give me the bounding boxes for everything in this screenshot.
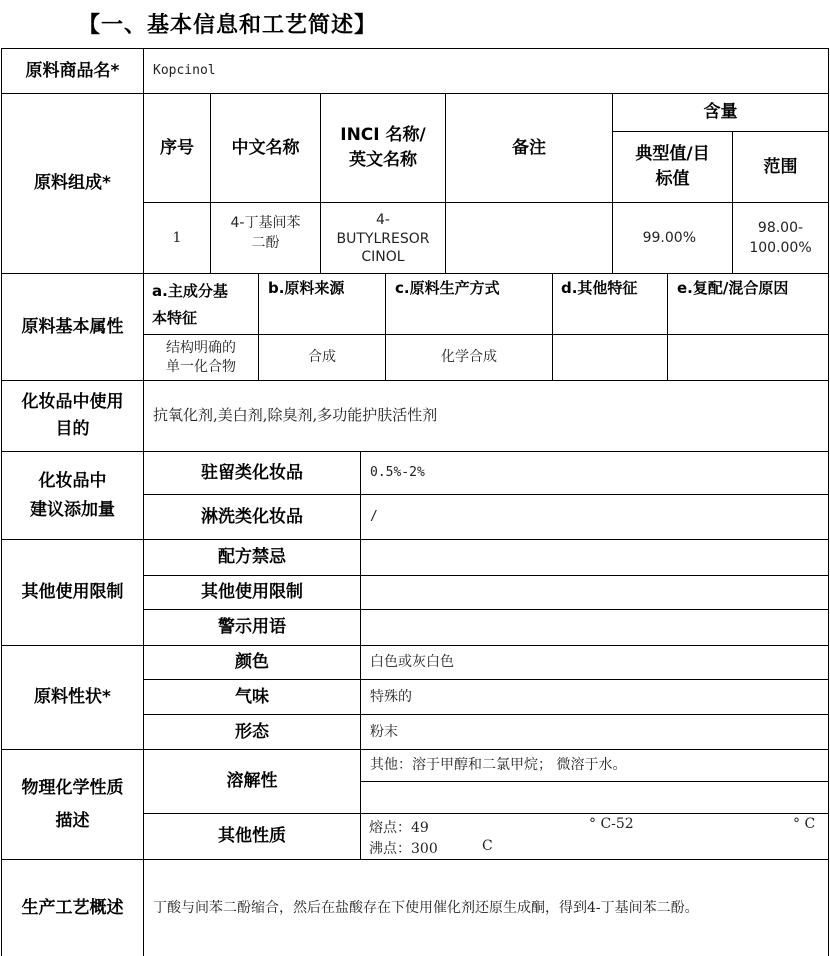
attr-value-b: 合成 <box>308 349 336 366</box>
attr-header-d: d.其他特征 <box>561 279 638 297</box>
attr-header-c: c.原料生产方式 <box>395 279 500 297</box>
attr-value-a-line1: 结构明确的 <box>166 340 236 357</box>
solubility-label: 溶解性 <box>226 771 278 792</box>
contraindication-value <box>361 540 828 575</box>
attr-header-e: e.复配/混合原因 <box>677 279 789 297</box>
boiling-point: 沸点：300 <box>369 841 438 857</box>
physchem-label-line2: 描述 <box>55 810 90 831</box>
boiling-point-unit: C <box>482 838 493 854</box>
row-range <box>733 203 828 273</box>
odor-label: 气味 <box>235 686 269 707</box>
header-inci-name-line1: INCI 名称/ <box>340 125 426 146</box>
header-cn-name: 中文名称 <box>231 137 300 158</box>
composition-label: 原料组成* <box>34 173 111 194</box>
warning-value <box>361 610 828 645</box>
melting-point-unit-1: ° C-52 <box>589 816 634 832</box>
attr-value-c: 化学合成 <box>441 349 497 366</box>
attr-header-a-line1: a.主成分基 <box>152 282 228 300</box>
header-inci-name-line2: 英文名称 <box>349 150 417 170</box>
attr-value-e <box>668 335 828 380</box>
other-properties-value <box>361 814 828 859</box>
attr-header-a-line2: 本特征 <box>152 309 198 327</box>
rinse-off-label: 淋洗类化妆品 <box>201 506 303 527</box>
solubility-value: 其他：溶于甲醇和二氯甲烷； 微溶于水。 <box>370 757 627 774</box>
row-range-line1: 98.00- <box>757 219 804 236</box>
row-no: 1 <box>172 229 182 246</box>
purpose-value: 抗氧化剂,美白剂,除臭剂,多功能护肤活性剂 <box>153 406 438 425</box>
row-cn-name <box>211 203 320 273</box>
row-inci-line2: BUTYLRESOR <box>336 230 430 247</box>
header-typical-line2: 标值 <box>655 169 690 189</box>
attributes-label: 原料基本属性 <box>21 316 124 337</box>
attr-header-b: b.原料来源 <box>268 279 345 297</box>
form-label: 形态 <box>235 721 269 742</box>
contraindication-label: 配方禁忌 <box>218 547 286 568</box>
header-remarks: 备注 <box>512 137 546 158</box>
solubility-value-2 <box>361 782 828 813</box>
melting-point: 熔点：49 <box>369 820 429 836</box>
row-remarks <box>446 203 612 273</box>
dosage-label-line1: 化妆品中 <box>38 470 107 491</box>
process-value: 丁酸与间苯二酚缩合，然后在盐酸存在下使用催化剂还原生成酮，得到4-丁基间苯二酚。 <box>153 899 699 916</box>
form-value: 粉末 <box>370 723 398 740</box>
process-label: 生产工艺概述 <box>21 897 124 918</box>
other-restriction-value <box>361 576 828 609</box>
other-properties-label: 其他性质 <box>218 826 286 847</box>
leave-on-label: 驻留类化妆品 <box>201 462 303 483</box>
purpose-label-line1: 化妆品中使用 <box>21 391 124 412</box>
restrictions-label: 其他使用限制 <box>21 582 124 603</box>
other-restriction-label: 其他使用限制 <box>201 582 303 603</box>
row-cn-name-line2: 二酚 <box>251 235 280 252</box>
header-no: 序号 <box>160 137 194 158</box>
attr-value-d <box>553 335 667 380</box>
header-typical-line1: 典型值/目 <box>635 144 710 165</box>
row-inci-name <box>321 203 445 273</box>
header-typical <box>613 132 732 202</box>
trade-name-label: 原料商品名* <box>25 60 120 81</box>
header-inci-name <box>321 94 445 202</box>
odor-value: 特殊的 <box>370 688 412 705</box>
header-range: 范围 <box>763 156 798 177</box>
purpose-label-line2: 目的 <box>55 419 90 439</box>
attr-header-a <box>144 274 258 334</box>
row-inci-line1: 4- <box>376 211 390 228</box>
dosage-label-line2: 建议添加量 <box>30 499 115 520</box>
header-content: 含量 <box>703 102 738 123</box>
row-inci-line3: CINOL <box>361 249 405 266</box>
color-value: 白色或灰白色 <box>370 654 454 671</box>
physchem-label-line1: 物理化学性质 <box>21 778 124 799</box>
melting-point-unit-2: ° C <box>793 816 816 832</box>
rinse-off-value: / <box>370 508 378 524</box>
attr-value-a <box>144 335 258 380</box>
leave-on-value: 0.5%-2% <box>370 464 425 480</box>
dosage-label <box>2 452 143 539</box>
appearance-label: 原料性状* <box>34 687 111 708</box>
warning-label: 警示用语 <box>218 617 286 638</box>
row-range-line2: 100.00% <box>749 240 812 256</box>
row-cn-name-line1: 4-丁基间苯 <box>230 215 301 231</box>
physchem-label <box>2 750 143 859</box>
trade-name-value: Kopcinol <box>153 62 216 78</box>
section-title: 【一、基本信息和工艺简述】 <box>78 13 378 38</box>
purpose-label <box>2 381 143 451</box>
row-typical: 99.00% <box>642 229 696 246</box>
attr-value-a-line2: 单一化合物 <box>166 358 236 375</box>
color-label: 颜色 <box>235 652 269 673</box>
